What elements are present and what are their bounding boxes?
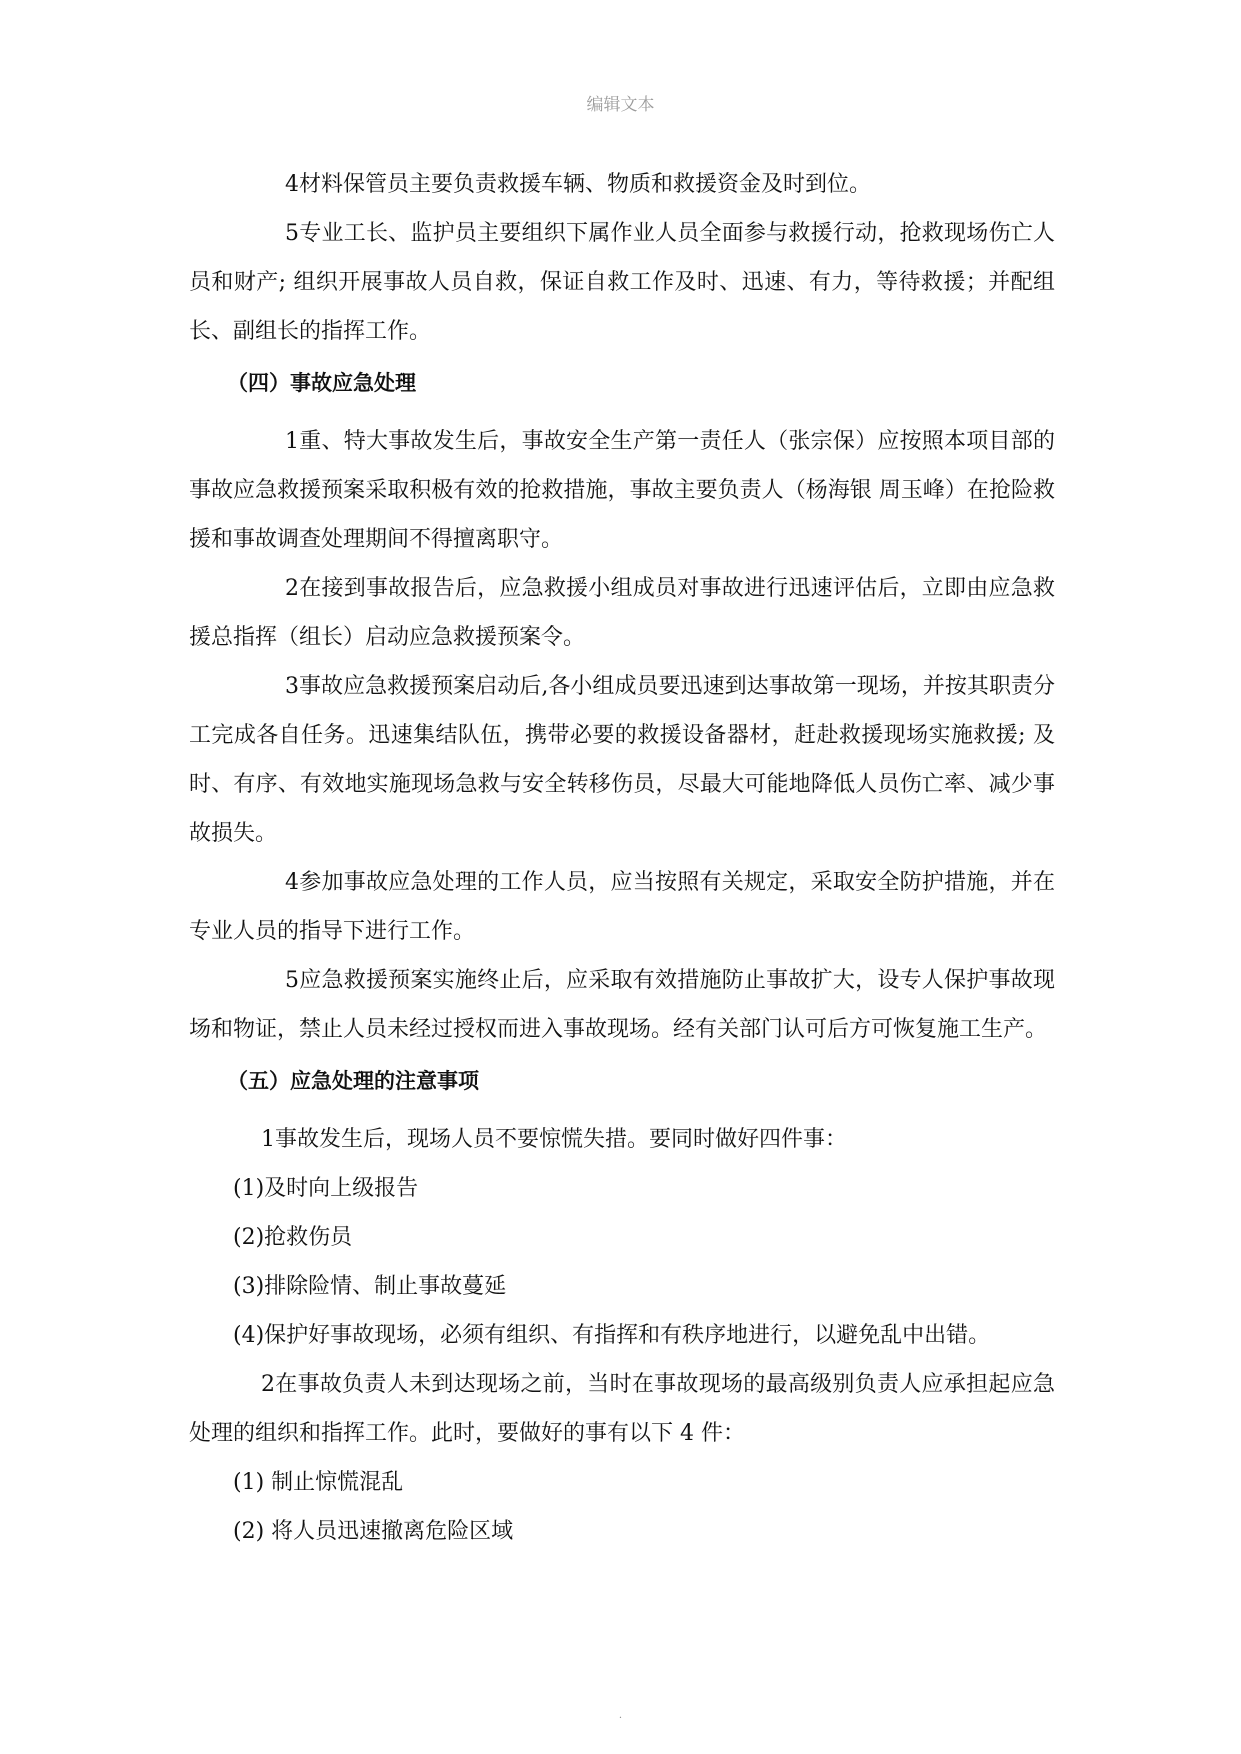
paragraph-number: 4 xyxy=(285,172,299,197)
paragraph-text: 参加事故应急处理的工作人员，应当按照有关规定，采取安全防护措施，并在专业人员的指导下进行工作。 xyxy=(189,870,1055,944)
paragraph-number: 2 xyxy=(261,1372,275,1397)
paragraph-4-4 xyxy=(189,858,1055,956)
paragraph-text: 事故应急救援预案启动后,各小组成员要迅速到达事故第一现场，并按其职责分工完成各自任务。迅速集结队伍，携带必要的救援设备器材，赶赴救援现场实施救援; 及时、有序、有效地实施现场急救与安全转移伤员，尽最大可能地降低人员伤亡率、减少事故损失。 xyxy=(189,674,1055,846)
paragraph-4-5 xyxy=(189,956,1055,1054)
paragraph-text: 专业工长、监护员主要组织下属作业人员全面参与救援行动，抢救现场伤亡人员和财产; 组织开展事故人员自救，保证自救工作及时、迅速、有力，等待救援；并配组长、副组长的指挥工作。 xyxy=(189,221,1055,344)
paragraph-number: 1 xyxy=(261,1127,275,1152)
paragraph-number: 2 xyxy=(285,576,299,601)
paragraph-text: 重、特大事故发生后，事故安全生产第一责任人（张宗保）应按照本项目部的事故应急救援预案采取积极有效的抢救措施，事故主要负责人（杨海银 周玉峰）在抢险救援和事故调查处理期间不得擅离职守。 xyxy=(189,429,1055,552)
paragraph-number: 4 xyxy=(285,870,299,895)
paragraph-text: 应急救援预案实施终止后，应采取有效措施防止事故扩大，设专人保护事故现场和物证，禁止人员未经过授权而进入事故现场。经有关部门认可后方可恢复施工生产。 xyxy=(189,968,1055,1042)
section-heading-5: （五）应急处理的注意事项 xyxy=(227,1068,479,1093)
page-header: 编辑文本 xyxy=(586,95,655,115)
paragraph-4-1 xyxy=(189,417,1055,564)
list-item: (1) 制止惊慌混乱 xyxy=(233,1470,404,1495)
list-item: (3)排除险情、制止事故蔓延 xyxy=(233,1274,507,1299)
paragraph-text: 材料保管员主要负责救援车辆、物质和救援资金及时到位。 xyxy=(299,172,872,197)
paragraph-3-5 xyxy=(189,209,1055,356)
paragraph-number: 1 xyxy=(285,429,299,454)
paragraph-number: 5 xyxy=(285,221,299,246)
document-body xyxy=(189,160,1055,1556)
paragraph-5-1 xyxy=(189,1115,1055,1164)
section-heading-4: （四）事故应急处理 xyxy=(227,370,416,395)
paragraph-number: 3 xyxy=(285,674,299,699)
paragraph-5-2 xyxy=(189,1360,1055,1458)
paragraph-3-4 xyxy=(189,160,1055,209)
paragraph-4-3 xyxy=(189,662,1055,858)
footer-mark: . xyxy=(618,1710,623,1721)
list-item: (2)抢救伤员 xyxy=(233,1225,353,1250)
list-item: (2) 将人员迅速撤离危险区域 xyxy=(233,1519,514,1544)
paragraph-4-2 xyxy=(189,564,1055,662)
paragraph-text: 事故发生后，现场人员不要惊慌失措。要同时做好四件事： xyxy=(275,1127,848,1152)
paragraph-text: 在接到事故报告后，应急救援小组成员对事故进行迅速评估后，立即由应急救援总指挥（组长）启动应急救援预案令。 xyxy=(189,576,1055,650)
list-item: (1)及时向上级报告 xyxy=(233,1176,419,1201)
paragraph-text: 在事故负责人未到达现场之前，当时在事故现场的最高级别负责人应承担起应急处理的组织和指挥工作。此时，要做好的事有以下 4 件： xyxy=(189,1372,1055,1446)
paragraph-number: 5 xyxy=(285,968,299,993)
list-item: (4)保护好事故现场，必须有组织、有指挥和有秩序地进行，以避免乱中出错。 xyxy=(233,1323,991,1348)
